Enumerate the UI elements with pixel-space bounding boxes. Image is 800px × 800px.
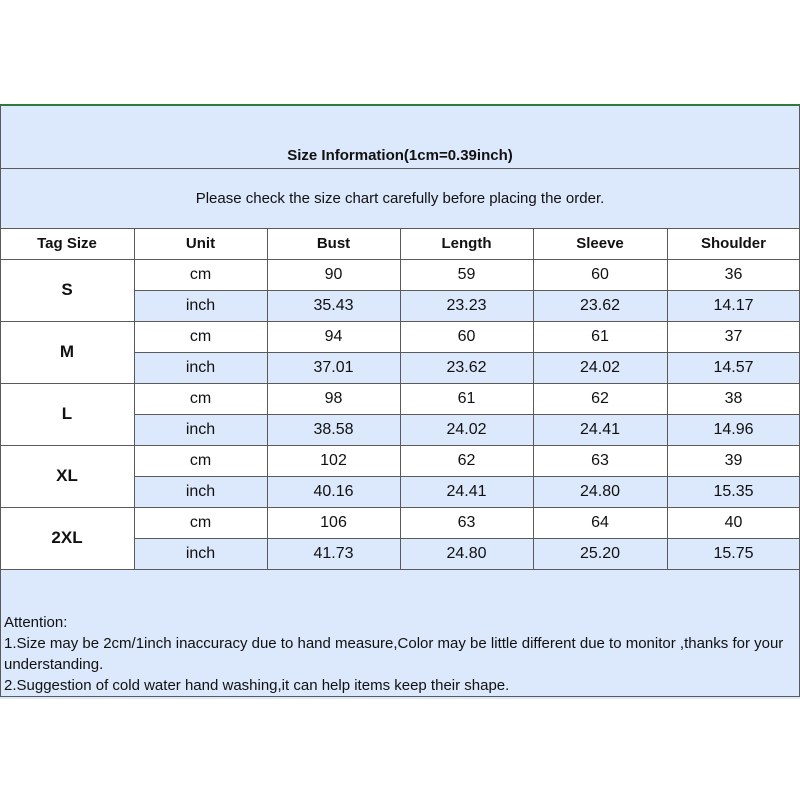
column-header: Shoulder [667, 228, 800, 259]
grid-line [134, 476, 800, 477]
column-header: Sleeve [533, 228, 667, 259]
inch-value-cell: 25.20 [533, 538, 667, 569]
grid-line [667, 228, 668, 569]
cm-value-cell: 102 [267, 445, 400, 476]
cm-value-cell: 37 [667, 321, 800, 352]
inch-value-cell: 40.16 [267, 476, 400, 507]
cm-value-cell: cm [134, 383, 267, 414]
cm-value-cell: 36 [667, 259, 800, 290]
size-info-title: Size Information(1cm=0.39inch) [0, 106, 800, 168]
inch-value-cell: inch [134, 538, 267, 569]
cm-value-cell: cm [134, 259, 267, 290]
grid-line [267, 228, 268, 569]
grid-line [134, 352, 800, 353]
inch-value-cell: 23.62 [400, 352, 533, 383]
inch-value-cell: 38.58 [267, 414, 400, 445]
tag-size-cell: L [0, 383, 134, 445]
grid-line [134, 290, 800, 291]
grid-line [0, 104, 1, 697]
cm-value-cell: 61 [400, 383, 533, 414]
inch-value-cell: 14.96 [667, 414, 800, 445]
inch-value-cell: 41.73 [267, 538, 400, 569]
cm-value-cell: 94 [267, 321, 400, 352]
inch-value-cell: 24.41 [533, 414, 667, 445]
column-header: Length [400, 228, 533, 259]
cm-value-cell: 62 [533, 383, 667, 414]
cm-value-cell: 62 [400, 445, 533, 476]
inch-value-cell: 35.43 [267, 290, 400, 321]
cm-value-cell: 64 [533, 507, 667, 538]
cm-value-cell: 90 [267, 259, 400, 290]
cm-value-cell: 63 [533, 445, 667, 476]
note-size-accuracy: 1.Size may be 2cm/1inch inaccuracy due to hand measure,Color may be little different due to monitor ,thanks for your understanding. [4, 635, 784, 673]
column-header: Tag Size [0, 228, 134, 259]
cm-value-cell: cm [134, 507, 267, 538]
cm-value-cell: 61 [533, 321, 667, 352]
grid-line [0, 168, 800, 169]
column-header: Unit [134, 228, 267, 259]
column-header: Bust [267, 228, 400, 259]
inch-value-cell: inch [134, 290, 267, 321]
grid-line [134, 538, 800, 539]
cm-value-cell: 59 [400, 259, 533, 290]
inch-value-cell: 23.62 [533, 290, 667, 321]
attention-notes [4, 612, 796, 696]
inch-value-cell: inch [134, 476, 267, 507]
grid-line [400, 228, 401, 569]
cm-value-cell: cm [134, 445, 267, 476]
cm-value-cell: 60 [533, 259, 667, 290]
cm-value-cell: 38 [667, 383, 800, 414]
cm-value-cell: 40 [667, 507, 800, 538]
inch-value-cell: 24.02 [400, 414, 533, 445]
grid-line [0, 569, 800, 570]
cm-value-cell: 98 [267, 383, 400, 414]
inch-value-cell: inch [134, 414, 267, 445]
cm-value-cell: 106 [267, 507, 400, 538]
cm-value-cell: 60 [400, 321, 533, 352]
grid-line [134, 228, 135, 569]
inch-value-cell: 37.01 [267, 352, 400, 383]
grid-line [134, 414, 800, 415]
tag-size-cell: M [0, 321, 134, 383]
cm-value-cell: 39 [667, 445, 800, 476]
inch-value-cell: 24.41 [400, 476, 533, 507]
inch-value-cell: 14.17 [667, 290, 800, 321]
inch-value-cell: 23.23 [400, 290, 533, 321]
cm-value-cell: cm [134, 321, 267, 352]
grid-line [533, 228, 534, 569]
size-check-notice: Please check the size chart carefully before placing the order. [0, 168, 800, 228]
inch-value-cell: inch [134, 352, 267, 383]
inch-value-cell: 24.80 [400, 538, 533, 569]
cm-value-cell: 63 [400, 507, 533, 538]
tag-size-cell: 2XL [0, 507, 134, 569]
inch-value-cell: 15.35 [667, 476, 800, 507]
attention-heading: Attention: [4, 614, 68, 631]
inch-value-cell: 24.80 [533, 476, 667, 507]
inch-value-cell: 24.02 [533, 352, 667, 383]
inch-value-cell: 14.57 [667, 352, 800, 383]
note-washing: 2.Suggestion of cold water hand washing,it can help items keep their shape. [4, 677, 510, 694]
inch-value-cell: 15.75 [667, 538, 800, 569]
tag-size-cell: XL [0, 445, 134, 507]
grid-line [0, 696, 800, 697]
tag-size-cell: S [0, 259, 134, 321]
